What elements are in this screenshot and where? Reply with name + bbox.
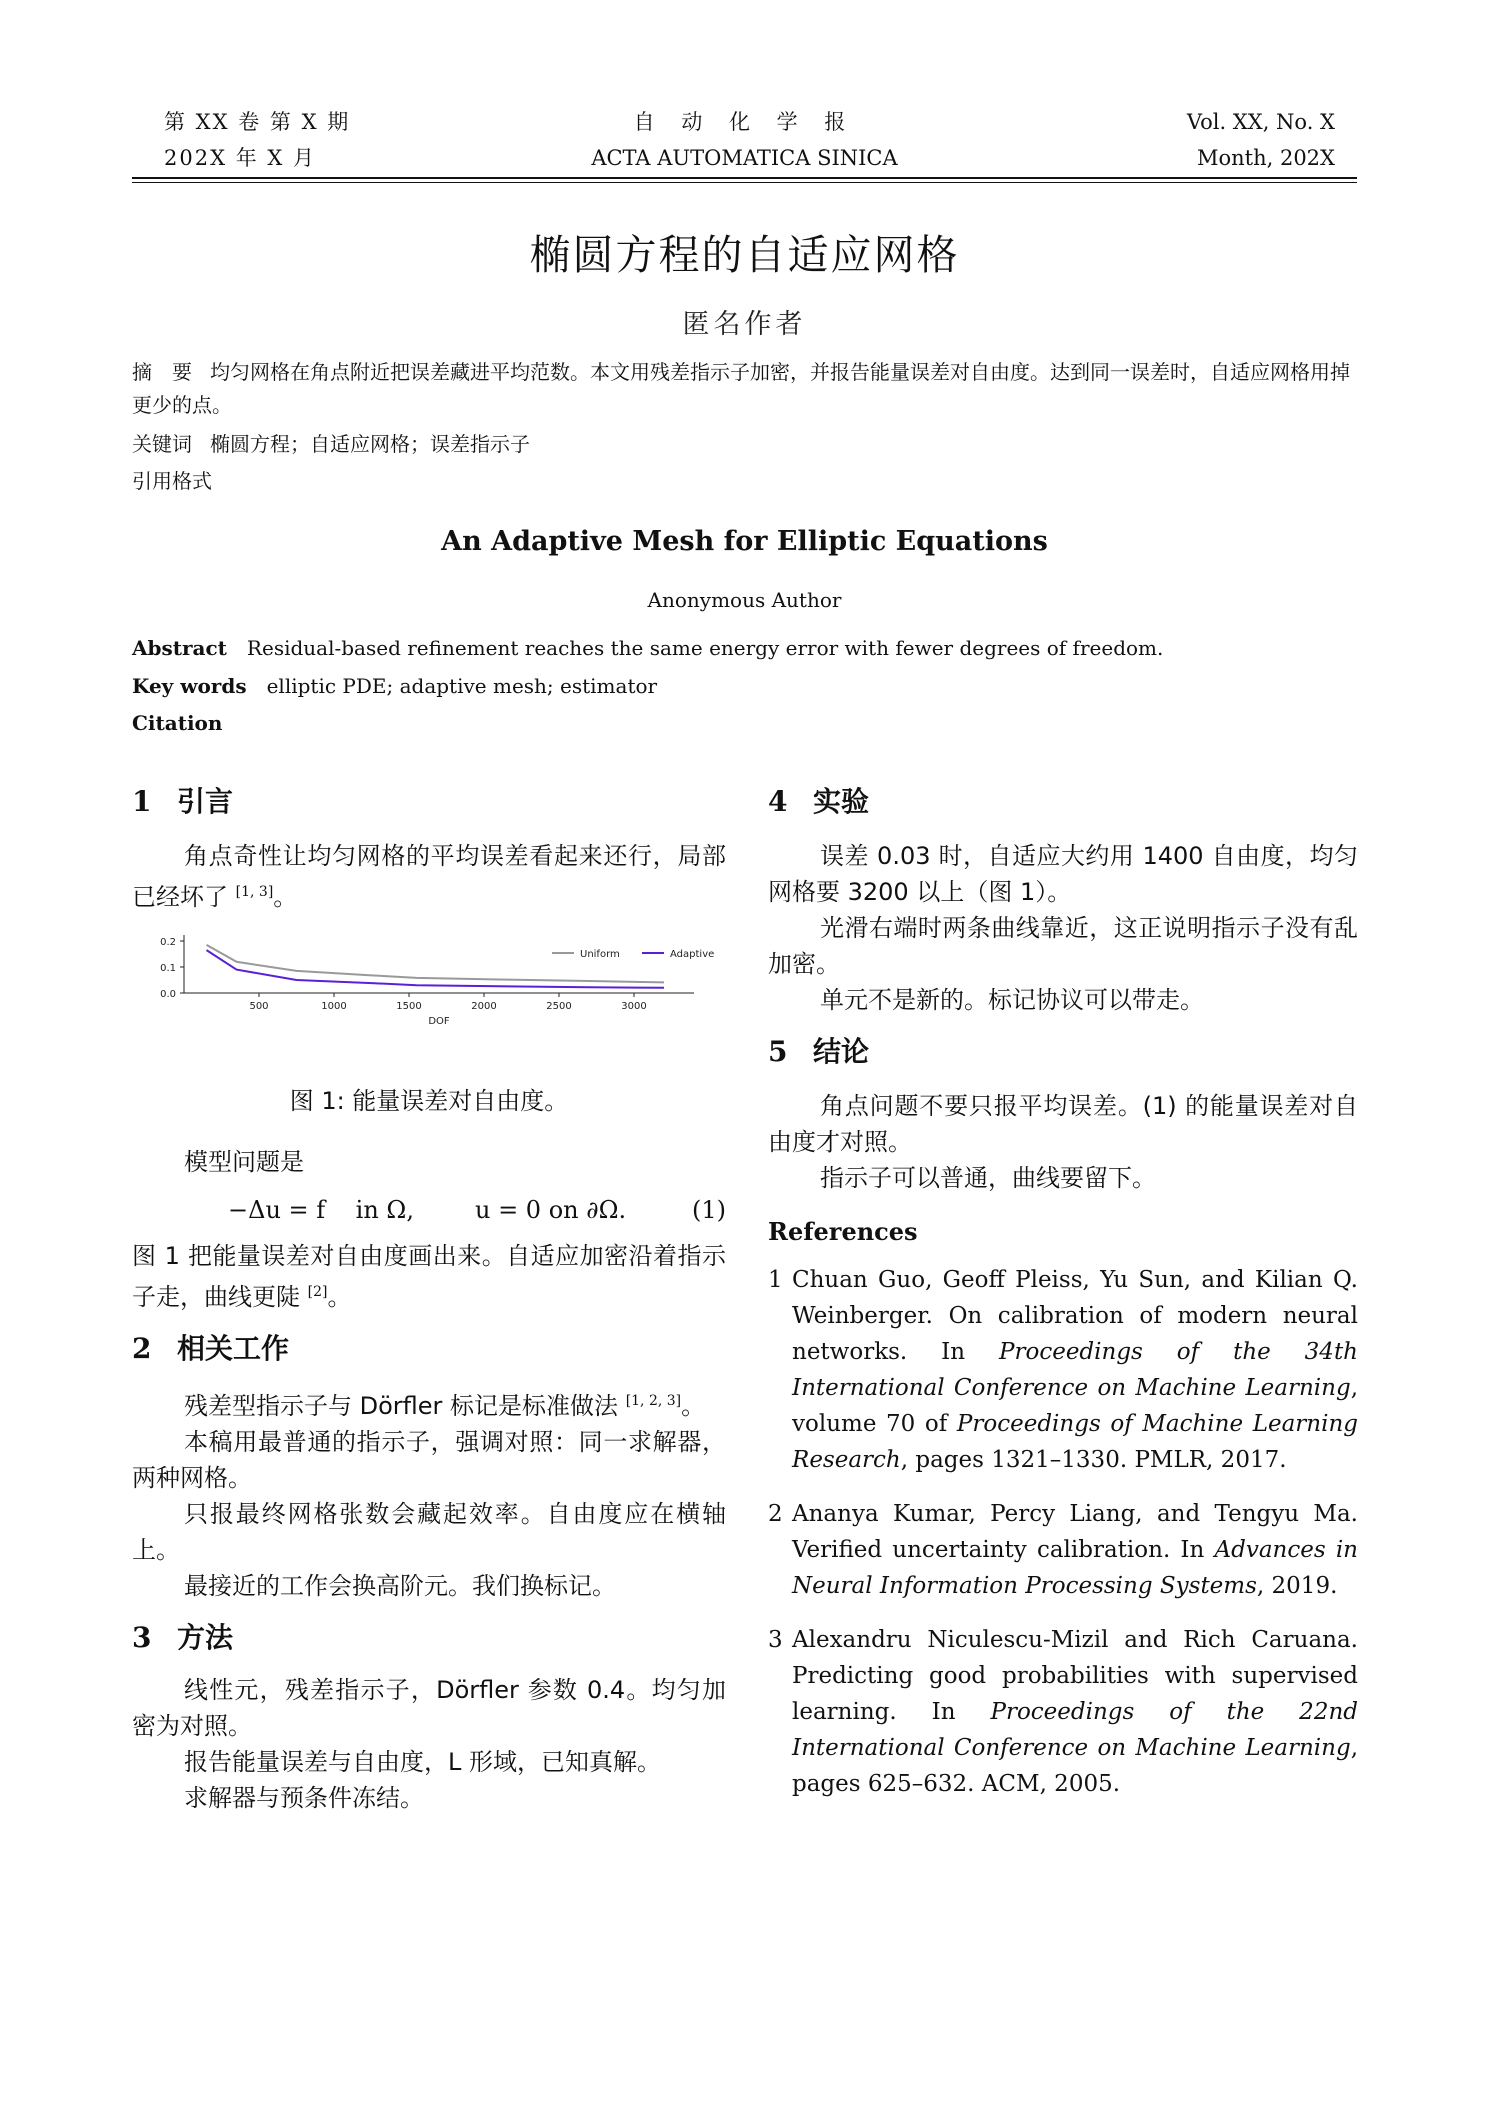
keywords-cn-label: 关键词 (132, 432, 192, 456)
header-journal-cn: 自 动 化 学 报 (633, 110, 856, 134)
equation-1 (132, 1190, 726, 1230)
legend-label: Adaptive (670, 949, 715, 960)
x-tick-label: 1000 (321, 1001, 347, 1012)
reference-item (768, 1262, 1358, 1478)
section-4-paragraph-2: 光滑右端时两条曲线靠近，这正说明指示子没有乱加密。 (768, 914, 1358, 978)
section-3-number: 3 (132, 1621, 152, 1654)
abstract-en-text: Residual-based refinement reaches the same energy error with fewer degrees of freedom. (246, 636, 1164, 660)
after-equation-text: 图 1 把能量误差对自由度画出来。自适应加密沿着指示子走，曲线更陡 (132, 1242, 726, 1311)
left-column (132, 782, 726, 1816)
reference-text: Ananya Kumar, Percy Liang, and Tengyu Ma. Verified uncertainty calibration. In (792, 1501, 1358, 1563)
reference-text: Chuan Guo, Geoff Pleiss, Yu Sun, and Kilian Q. Weinberger. On calibration of modern neural networks. In (792, 1267, 1358, 1365)
section-4-paragraph-3: 单元不是新的。标记协议可以带走。 (820, 986, 1204, 1014)
citation-cn (132, 465, 1357, 498)
reference-text: , pages 625–632. ACM, 2005. (792, 1735, 1358, 1797)
reference-text: , pages 1321–1330. PMLR, 2017. (900, 1447, 1287, 1473)
y-tick-label: 0.0 (160, 989, 176, 1000)
section-4-title: 实验 (813, 785, 870, 818)
section-2-paragraph-3: 只报最终网格张数会藏起效率。自由度应在横轴上。 (132, 1500, 726, 1564)
keywords-en (132, 671, 1357, 701)
keywords-cn-text: 椭圆方程；自适应网格；误差指示子 (210, 432, 530, 456)
author-cn: 匿名作者 (682, 309, 807, 340)
header-rule-thick (132, 177, 1357, 179)
x-tick-label: 2000 (471, 1001, 497, 1012)
section-2-paragraph-1 (132, 1383, 726, 1424)
figure-1-caption: 图 1: 能量误差对自由度。 (289, 1087, 569, 1115)
reference-venue: Advances in Neural Information Processing Systems (792, 1537, 1358, 1599)
reference-text: , volume 70 of (792, 1375, 1358, 1437)
section-4-paragraph-1: 误差 0.03 时，自适应大约用 1400 自由度，均匀网格要 3200 以上（图 1）。 (768, 842, 1358, 906)
section-3-paragraph-1: 线性元，残差指示子，Dörfler 参数 0.4。均匀加密为对照。 (132, 1676, 726, 1740)
section-2-paragraph-2: 本稿用最普通的指示子，强调对照：同一求解器，两种网格。 (132, 1428, 726, 1492)
reference-number: 1 (768, 1267, 783, 1293)
section-1-number: 1 (132, 785, 152, 818)
section-2-title: 相关工作 (177, 1332, 290, 1365)
section-1-heading (132, 782, 726, 822)
reference-venue: Proceedings of Machine Learning Research (792, 1411, 1358, 1473)
section-5-title: 结论 (813, 1035, 870, 1068)
citation-cn-label: 引用格式 (132, 469, 212, 493)
section-4-number: 4 (768, 785, 788, 818)
section-5-heading (768, 1032, 1358, 1072)
title-en: An Adaptive Mesh for Elliptic Equations (441, 526, 1048, 557)
header-vol-en: Vol. XX, No. X (1186, 110, 1335, 134)
section-1-text: 角点奇性让均匀网格的平均误差看起来还行，局部已经坏了 (132, 842, 726, 911)
references-heading: References (768, 1217, 918, 1246)
section-3-paragraph-2: 报告能量误差与自由度，L 形域，已知真解。 (184, 1748, 661, 1776)
x-tick-label: 500 (249, 1001, 269, 1012)
citation-marker: [1, 2, 3] (625, 1393, 682, 1409)
section-1-text-end: 。 (273, 883, 298, 911)
after-equation-paragraph (132, 1238, 726, 1315)
legend-label: Uniform (580, 949, 620, 960)
keywords-cn (132, 428, 1357, 461)
title-cn: 椭圆方程的自适应网格 (529, 231, 960, 279)
after-equation-end: 。 (327, 1283, 352, 1311)
citation-en (132, 708, 1357, 738)
keywords-en-text: elliptic PDE; adaptive mesh; estimator (266, 674, 658, 698)
header-journal-en: ACTA AUTOMATICA SINICA (591, 146, 898, 170)
reference-number: 3 (768, 1627, 783, 1653)
reference-number: 2 (768, 1501, 783, 1527)
reference-venue: Proceedings of the 22nd International Conference on Machine Learning (792, 1699, 1358, 1761)
y-tick-label: 0.2 (160, 937, 176, 948)
section-3-heading (132, 1618, 726, 1658)
section-2-number: 2 (132, 1332, 152, 1365)
header-rule-thin (132, 182, 1357, 183)
section-2-paragraph-4: 最接近的工作会换高阶元。我们换标记。 (184, 1572, 616, 1600)
abstract-en (132, 633, 1357, 663)
reference-item (768, 1496, 1358, 1604)
section-3-paragraph-3: 求解器与预条件冻结。 (184, 1784, 424, 1812)
section-2-heading (132, 1329, 726, 1369)
x-tick-label: 2500 (546, 1001, 572, 1012)
keywords-en-label: Key words (132, 674, 247, 698)
model-intro: 模型问题是 (184, 1148, 304, 1176)
header-journal (132, 104, 1357, 176)
header-date-en: Month, 202X (1196, 146, 1335, 170)
header-date-cn: 202X 年 X 月 (164, 146, 317, 170)
right-column (768, 782, 1358, 1820)
reference-text: , 2019. (1256, 1573, 1338, 1599)
header-right (1187, 104, 1335, 176)
abstract-cn-label: 摘 要 (132, 360, 192, 384)
author-en: Anonymous Author (647, 588, 842, 612)
x-tick-label: 1500 (396, 1001, 422, 1012)
abstract-en-label: Abstract (132, 636, 227, 660)
energy-error-chart (132, 925, 726, 1045)
header-volume: 第 XX 卷 第 X 期 (164, 110, 351, 134)
equation-1-body: −Δu = f in Ω, u = 0 on ∂Ω. (228, 1196, 627, 1224)
section-5-paragraph-2: 指示子可以普通，曲线要留下。 (820, 1164, 1156, 1192)
section-1-title: 引言 (177, 785, 234, 818)
abstract-cn-text: 均匀网格在角点附近把误差藏进平均范数。本文用残差指示子加密，并报告能量误差对自由度。达到同一误差时，自适应网格用掉更少的点。 (132, 360, 1350, 417)
running-header (132, 104, 1357, 184)
reference-venue: Proceedings of the 34th International Conference on Machine Learning (792, 1339, 1358, 1401)
citation-marker: [2] (307, 1284, 328, 1300)
section-4-heading (768, 782, 1358, 822)
reference-text: Alexandru Niculescu-Mizil and Rich Caruana. Predicting good probabilities with supervised learning. In (792, 1627, 1358, 1725)
section-2-text-1: 残差型指示子与 Dörfler 标记是标准做法 (184, 1392, 619, 1420)
abstract-cn (132, 356, 1357, 422)
x-tick-label: 3000 (621, 1001, 647, 1012)
x-axis-label: DOF (428, 1016, 450, 1027)
section-2-text-1-end: 。 (681, 1392, 706, 1420)
section-3-title: 方法 (177, 1621, 234, 1654)
equation-1-tag: (1) (692, 1196, 726, 1224)
reference-item (768, 1622, 1358, 1802)
y-tick-label: 0.1 (160, 963, 176, 974)
citation-marker: [1, 3] (235, 884, 274, 900)
section-5-paragraph-1: 角点问题不要只报平均误差。(1) 的能量误差对自由度才对照。 (768, 1092, 1358, 1156)
figure-1 (132, 925, 726, 1045)
reference-list (768, 1262, 1358, 1802)
section-1-paragraph (132, 838, 726, 915)
citation-en-label: Citation (132, 711, 223, 735)
section-5-number: 5 (768, 1035, 788, 1068)
